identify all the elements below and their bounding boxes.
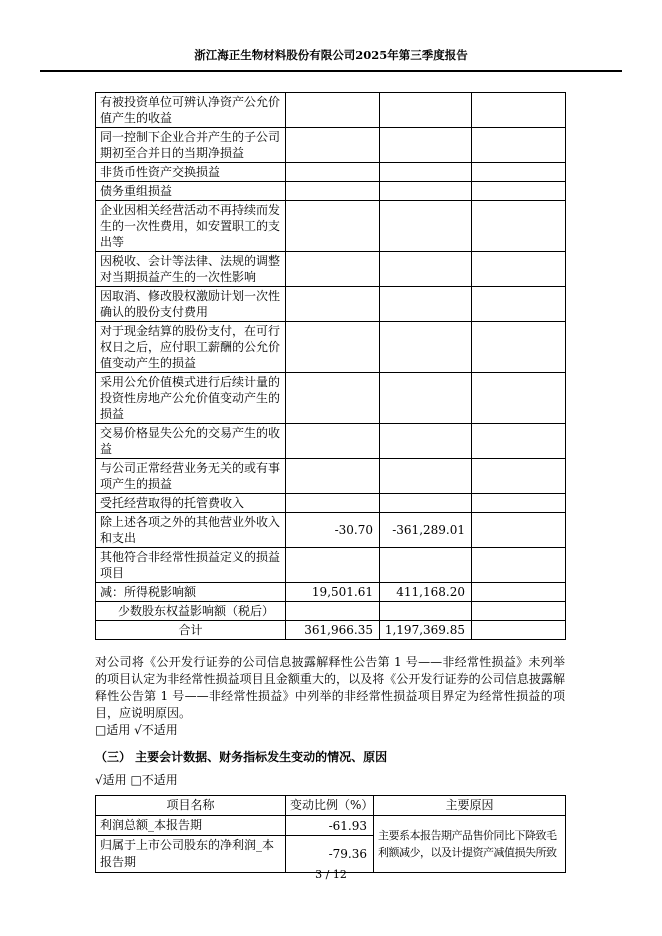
value-cell — [472, 602, 566, 621]
table-row — [96, 816, 566, 836]
applicability-statement-2: √适用 □不适用 — [95, 773, 178, 787]
value-cell — [472, 182, 566, 201]
indicator-change-table — [95, 795, 566, 873]
table-row — [96, 424, 566, 459]
item-name-cell: 利润总额_本报告期 — [96, 816, 286, 836]
item-label-cell: 其他符合非经常性损益定义的损益项目 — [96, 548, 286, 583]
value-cell — [286, 182, 380, 201]
page-header — [40, 0, 622, 72]
value-cell — [472, 252, 566, 287]
value-cell — [472, 583, 566, 602]
value-cell: 411,168.20 — [380, 583, 472, 602]
item-label-cell: 与公司正常经营业务无关的或有事项产生的损益 — [96, 459, 286, 494]
value-cell — [472, 201, 566, 252]
value-cell — [286, 373, 380, 424]
value-cell — [472, 424, 566, 459]
table-row — [96, 201, 566, 252]
table-row — [96, 583, 566, 602]
item-label-cell: 减：所得税影响额 — [96, 583, 286, 602]
value-cell — [472, 513, 566, 548]
item-name-cell: 归属于上市公司股东的净利润_本报告期 — [96, 836, 286, 873]
value-cell — [380, 128, 472, 163]
table-row — [96, 494, 566, 513]
col-header-main-reason: 主要原因 — [374, 796, 566, 816]
table-row — [96, 322, 566, 373]
value-cell — [380, 424, 472, 459]
table-row — [96, 459, 566, 494]
non-recurring-items-table — [95, 92, 566, 640]
item-label-cell: 债务重组损益 — [96, 182, 286, 201]
table-row — [96, 163, 566, 182]
item-label-cell: 有被投资单位可辨认净资产公允价值产生的收益 — [96, 93, 286, 128]
item-label-cell: 对于现金结算的股份支付，在可行权日之后，应付职工薪酬的公允价值变动产生的损益 — [96, 322, 286, 373]
value-cell: -30.70 — [286, 513, 380, 548]
value-cell — [286, 252, 380, 287]
value-cell — [380, 548, 472, 583]
table-row — [96, 182, 566, 201]
main-reason-cell: 主要系本报告期产品售价同比下降致毛利额减少，以及计提资产减值损失所致 — [374, 816, 566, 873]
value-cell — [472, 621, 566, 640]
item-label-cell: 因税收、会计等法律、法规的调整对当期损益产生的一次性影响 — [96, 252, 286, 287]
value-cell — [472, 128, 566, 163]
non-recurring-explanation-paragraph: 对公司将《公开发行证券的公司信息披露解释性公告第 1 号——非经常性损益》未列举的项目认定为非经常性损益项目且金额重大的，以及将《公开发行证券的公司信息披露解释性公告第 1 号——非经常性损益》中列举的非经常性损益项目界定为经常性损益的项目，应说明原因。 — [95, 655, 565, 720]
item-label-cell: 合计 — [96, 621, 286, 640]
applicability-statement-1: □适用 √不适用 — [95, 723, 178, 737]
value-cell — [472, 93, 566, 128]
value-cell: 1,197,369.85 — [380, 621, 472, 640]
value-cell — [380, 322, 472, 373]
value-cell — [472, 163, 566, 182]
value-cell — [286, 459, 380, 494]
value-cell — [472, 287, 566, 322]
value-cell — [380, 93, 472, 128]
item-label-cell: 受托经营取得的托管费收入 — [96, 494, 286, 513]
value-cell — [286, 163, 380, 182]
table-row — [96, 513, 566, 548]
table-row — [96, 93, 566, 128]
value-cell — [472, 373, 566, 424]
value-cell — [380, 287, 472, 322]
value-cell — [472, 322, 566, 373]
change-ratio-cell: -61.93 — [286, 816, 374, 836]
item-label-cell: 非货币性资产交换损益 — [96, 163, 286, 182]
table-row — [96, 602, 566, 621]
value-cell — [380, 182, 472, 201]
value-cell — [380, 459, 472, 494]
value-cell — [380, 602, 472, 621]
value-cell — [286, 322, 380, 373]
item-label-cell: 企业因相关经营活动不再持续而发生的一次性费用，如安置职工的支出等 — [96, 201, 286, 252]
value-cell — [380, 494, 472, 513]
value-cell — [286, 424, 380, 459]
item-label-cell: 采用公允价值模式进行后续计量的投资性房地产公允价值变动产生的损益 — [96, 373, 286, 424]
value-cell — [380, 252, 472, 287]
value-cell — [286, 128, 380, 163]
page-content — [95, 92, 565, 873]
col-header-item-name: 项目名称 — [96, 796, 286, 816]
col-header-change-ratio: 变动比例（%） — [286, 796, 374, 816]
table-row — [96, 128, 566, 163]
item-label-cell: 因取消、修改股权激励计划一次性确认的股份支付费用 — [96, 287, 286, 322]
page-number: 3 / 12 — [315, 868, 347, 881]
value-cell — [380, 373, 472, 424]
item-label-cell: 除上述各项之外的其他营业外收入和支出 — [96, 513, 286, 548]
value-cell — [286, 494, 380, 513]
value-cell — [286, 201, 380, 252]
value-cell — [286, 93, 380, 128]
value-cell — [472, 494, 566, 513]
table-row — [96, 621, 566, 640]
value-cell — [286, 548, 380, 583]
value-cell — [472, 548, 566, 583]
table-row — [96, 548, 566, 583]
value-cell: 361,966.35 — [286, 621, 380, 640]
item-label-cell: 同一控制下企业合并产生的子公司期初至合并日的当期净损益 — [96, 128, 286, 163]
table-header-row — [96, 796, 566, 816]
value-cell — [286, 287, 380, 322]
table-row — [96, 373, 566, 424]
value-cell — [380, 201, 472, 252]
value-cell: -361,289.01 — [380, 513, 472, 548]
value-cell — [380, 163, 472, 182]
table-row — [96, 252, 566, 287]
value-cell: 19,501.61 — [286, 583, 380, 602]
section-3-heading: （三） 主要会计数据、财务指标发生变动的情况、原因 — [95, 750, 388, 764]
report-title: 浙江海正生物材料股份有限公司2025年第三季度报告 — [194, 48, 468, 62]
change-ratio-cell: -79.36 — [286, 836, 374, 873]
item-label-cell: 少数股东权益影响额（税后） — [96, 602, 286, 621]
table-row — [96, 287, 566, 322]
value-cell — [472, 459, 566, 494]
item-label-cell: 交易价格显失公允的交易产生的收益 — [96, 424, 286, 459]
value-cell — [286, 602, 380, 621]
